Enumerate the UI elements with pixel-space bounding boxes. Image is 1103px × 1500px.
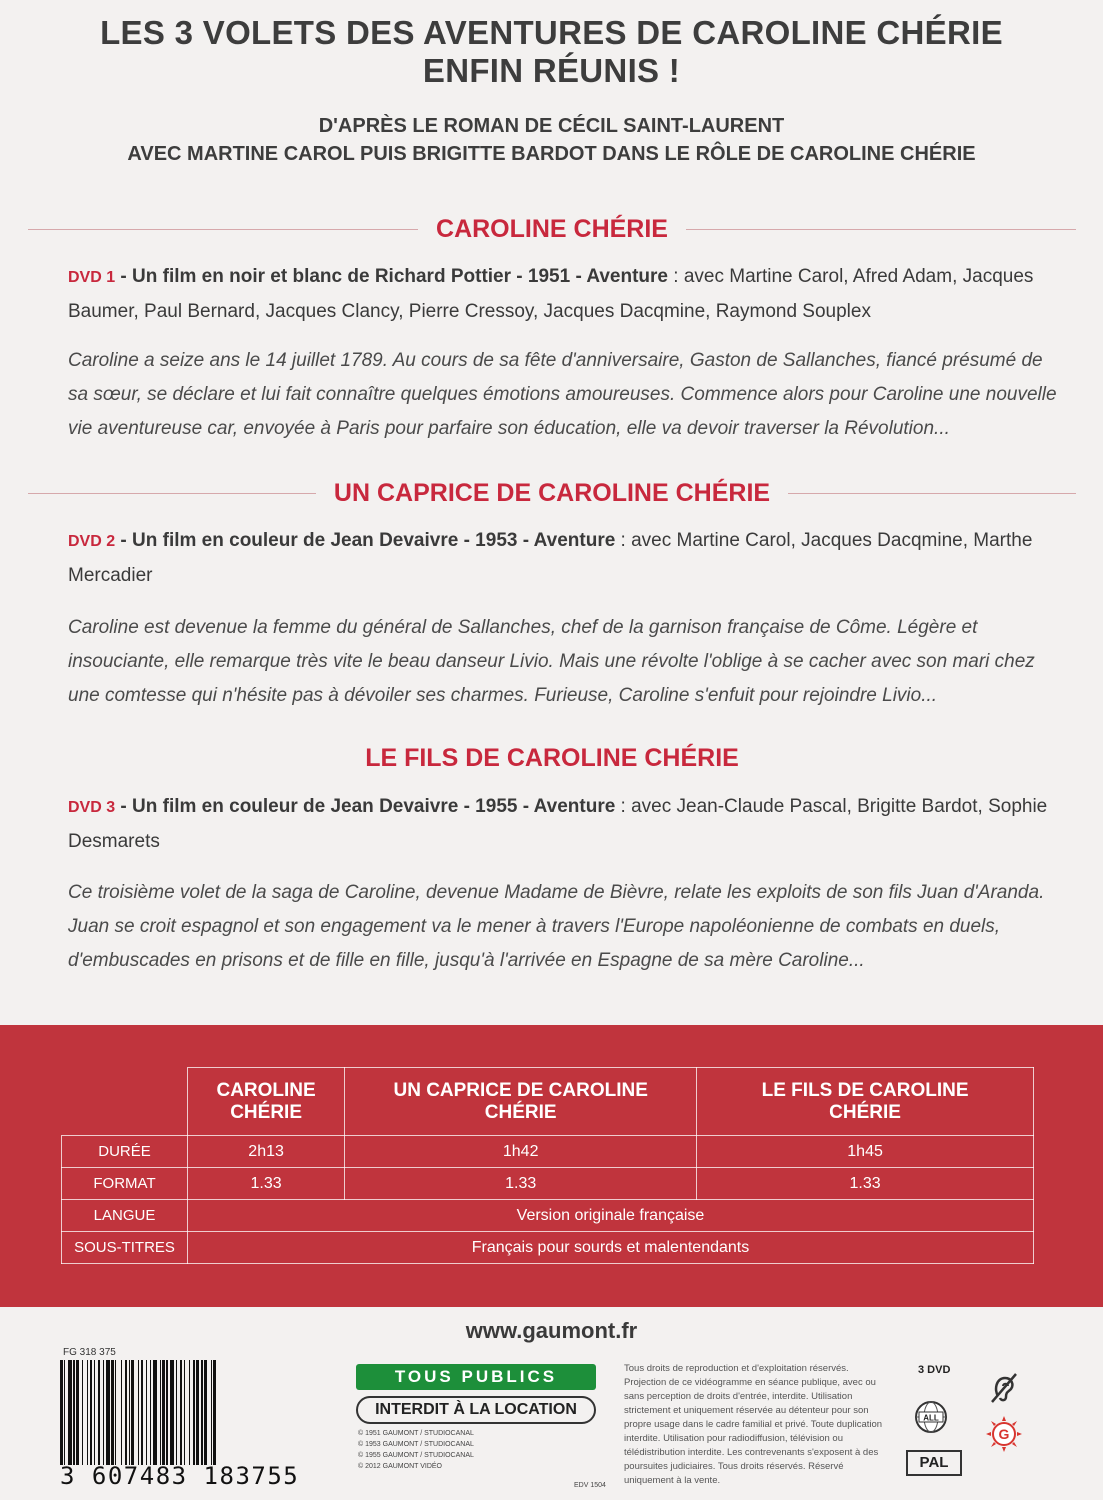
specs-label-soustitres: SOUS-TITRES <box>62 1232 188 1264</box>
rental-notice: INTERDIT À LA LOCATION <box>356 1396 596 1424</box>
film-2-title: UN CAPRICE DE CAROLINE CHÉRIE <box>333 478 771 507</box>
film-1-cast: : avec Martine Carol, Afred Adam, Jacques Baumer, Paul Bernard, Jacques Clancy, Pierre Cressoy, Jacques Dacqmine, Raymond Souplex <box>68 266 1034 322</box>
header <box>0 14 1103 168</box>
headline-line-1: LES 3 VOLETS DES AVENTURES DE CAROLINE CHÉRIE <box>100 14 1003 51</box>
copyright-line-4: © 2012 GAUMONT VIDÉO <box>358 1463 442 1470</box>
film-3-dvd-label: DVD 3 <box>68 799 116 816</box>
copyright-line-1: © 1951 GAUMONT / STUDIOCANAL <box>358 1430 474 1437</box>
divider-line <box>28 493 316 494</box>
subline-cast: AVEC MARTINE CAROL PUIS BRIGITTE BARDOT DANS LE RÔLE DE CAROLINE CHÉRIE <box>127 143 976 165</box>
specs-duree-2: 1h42 <box>345 1136 697 1168</box>
rating-badge: TOUS PUBLICS <box>356 1364 596 1390</box>
divider-line <box>686 229 1076 230</box>
specs-format-2: 1.33 <box>345 1168 697 1200</box>
table-row <box>62 1232 1034 1264</box>
film-1-credits-main: - Un film en noir et blanc de Richard Pottier - 1951 - Aventure <box>115 266 668 287</box>
specs-header-film-1: CAROLINE CHÉRIE <box>188 1068 345 1136</box>
region-label: ALL <box>923 1413 939 1423</box>
table-row <box>62 1136 1034 1168</box>
film-1-credits <box>68 260 1058 329</box>
website-url: www.gaumont.fr <box>465 1318 638 1343</box>
table-row <box>62 1168 1034 1200</box>
film-1-dvd-label: DVD 1 <box>68 269 116 286</box>
specs-header-film-2: UN CAPRICE DE CAROLINE CHÉRIE <box>345 1068 697 1136</box>
specs-header-film-3: LE FILS DE CAROLINE CHÉRIE <box>697 1068 1034 1136</box>
copyright-block <box>358 1428 474 1472</box>
copyright-line-2: © 1953 GAUMONT / STUDIOCANAL <box>358 1441 474 1448</box>
legal-notice: Tous droits de reproduction et d'exploitation réservés. Projection de ce vidéogramme en séance publique, avec ou sans perception de droits d'entrée, interdite. Utilisation strictement et uniquement réservée au détenteur pour son propre usage dans le cadre familial et privé. Toute duplication interdite. Utilisation pour radiodiffusion, télévision ou télédistribution interdite. Les contrevenants s'exposent à des poursuites judiciaires. Tous droits réservés. Réservé uniquement à la vente. <box>624 1363 883 1486</box>
product-reference: FG 318 375 <box>63 1347 116 1358</box>
film-2-credits-main: - Un film en couleur de Jean Devaivre - 1953 - Aventure <box>115 530 616 551</box>
divider-line <box>757 758 1076 759</box>
barcode-bar <box>216 1360 217 1465</box>
film-3-synopsis: Ce troisième volet de la saga de Caroline, devenue Madame de Bièvre, relate les exploits de son fils Juan d'Aranda. Juan se croit espagnol et son engagement va le mener à travers l'Europe napoléonienne de combats en duels, d'embuscades en prisons et de fille en fille, jusqu'à l'arrivée en Espagne de sa mère Caroline... <box>68 882 1045 971</box>
copyright-line-3: © 1955 GAUMONT / STUDIOCANAL <box>358 1452 474 1459</box>
svg-text:G: G <box>998 1426 1010 1442</box>
film-1-title: CAROLINE CHÉRIE <box>436 214 668 243</box>
film-3-credits-main: - Un film en couleur de Jean Devaivre - 1955 - Aventure <box>115 796 616 817</box>
dvd-count: 3 DVD <box>918 1364 951 1376</box>
film-2-synopsis: Caroline est devenue la femme du général de Sallanches, chef de la garnison française de Côme. Légère et insouciante, elle remarque très vite le beau danseur Livio. Mais une révolte l'oblige à se cacher avec son mari chez une comtesse qui n'hésite pas à dévoiler ses charmes. Furieuse, Caroline s'enfuit pour rejoindre Livio... <box>68 617 1035 706</box>
pal-badge: PAL <box>906 1450 962 1476</box>
film-2-dvd-label: DVD 2 <box>68 533 116 550</box>
specs-soustitres: Français pour sourds et malentendants <box>188 1232 1034 1264</box>
film-3-title-row <box>28 738 1076 778</box>
film-3-title: LE FILS DE CAROLINE CHÉRIE <box>365 743 739 772</box>
gaumont-logo-icon <box>984 1414 1024 1454</box>
divider-line <box>788 493 1076 494</box>
edv-code: EDV 1504 <box>574 1482 606 1489</box>
divider-line <box>28 229 418 230</box>
table-row <box>62 1200 1034 1232</box>
specs-duree-3: 1h45 <box>697 1136 1034 1168</box>
headline-line-2: ENFIN RÉUNIS ! <box>422 52 681 89</box>
region-globe-icon <box>914 1400 948 1434</box>
film-2-title-row <box>28 473 1076 513</box>
hearing-impaired-icon <box>986 1370 1022 1406</box>
film-2-credits <box>68 524 1058 593</box>
specs-label-duree: DURÉE <box>62 1136 188 1168</box>
specs-table <box>61 1067 1034 1264</box>
specs-label-langue: LANGUE <box>62 1200 188 1232</box>
specs-langue: Version originale française <box>188 1200 1034 1232</box>
film-3-cast: : avec Jean-Claude Pascal, Brigitte Bardot, Sophie Desmarets <box>68 796 1048 852</box>
specs-format-3: 1.33 <box>697 1168 1034 1200</box>
barcode <box>60 1360 330 1465</box>
film-1-synopsis: Caroline a seize ans le 14 juillet 1789. Au cours de sa fête d'anniversaire, Gaston de Sallanches, fiancé présumé de sa sœur, se déclare et lui fait connaître quelques émotions amoureuses. Commence alors pour Caroline une nouvelle vie aventureuse car, envoyée à Paris pour parfaire son éducation, elle va devoir traverser la Révolution... <box>68 350 1057 439</box>
specs-duree-1: 2h13 <box>188 1136 345 1168</box>
specs-corner-cell <box>62 1068 188 1136</box>
divider-line <box>28 758 347 759</box>
subline-novel: D'APRÈS LE ROMAN DE CÉCIL SAINT-LAURENT <box>318 115 785 137</box>
film-3-credits <box>68 790 1058 859</box>
film-1-title-row <box>28 209 1076 249</box>
film-2-cast: : avec Martine Carol, Jacques Dacqmine, Marthe Mercadier <box>68 530 1033 586</box>
specs-label-format: FORMAT <box>62 1168 188 1200</box>
barcode-digits: 3 607483 183755 <box>60 1462 300 1490</box>
specs-format-1: 1.33 <box>188 1168 345 1200</box>
